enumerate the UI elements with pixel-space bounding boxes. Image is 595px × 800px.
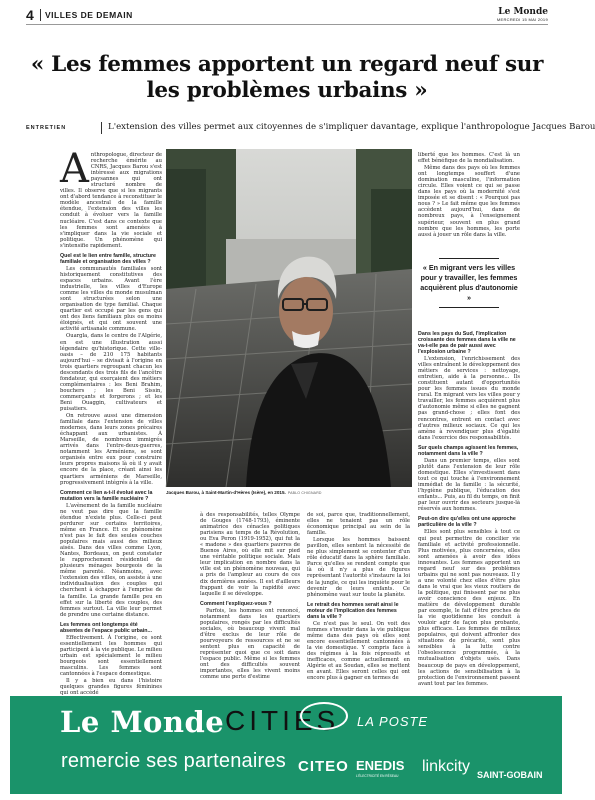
drop-cap: A <box>60 146 89 192</box>
question-heading: Sur quels champs agissent les femmes, notamment dans la ville ? <box>418 444 519 457</box>
question-heading: Peut-on dire qu'elles ont une approche particulière de la ville ? <box>418 516 516 529</box>
body-paragraph: à des responsabilités, telles Olympe de Gouges (1748-1793), éminente animatrice des cénacles politiques parisiens au temps de la Révolution, ou Eva Peron (1919-1952), qui fut la « madone » des quartiers pauvres de Buenos Aires, où elle mit sur pied une véritable politique sociale. Mais leur implication en nombre dans la ville est un phénomène nouveau, qui a pris de l'ampleur au cours de ces dix dernières années. Il est d'ailleurs frappant de voir la rapidité avec laquelle il se développe. <box>200 512 300 597</box>
partner-enedis-tagline: L'ÉLECTRICITÉ EN RÉSEAU <box>356 774 399 778</box>
portrait-photo-drawing <box>166 149 412 487</box>
dek-text: L'extension des villes permet aux citoyennes de s'impliquer davantage, explique l'anthropologue Jacques Barou <box>108 122 595 132</box>
body-paragraph: Parfois, les hommes ont renoncé, notamment dans les quartiers populaires, rongés par les difficultés sociales, où beaucoup vivent mal d'être exclus de leur rôle de pourvoyeurs de ressources et ne se sentent plus en capacité de représenter quoi que ce soit dans l'espace public. Même si les femmes ont des difficultés souvent importantes, elles les vivent moins comme une perte d'estime <box>200 607 300 681</box>
page-header <box>26 7 548 23</box>
body-paragraph: Lorsque les hommes baissent pavillon, elles sentent la nécessité de ne plus simplement se contenter d'un rôle éducatif dans la sphère familiale. Parce qu'elles se rendent compte que là où il n'y a plus de figures représentant l'autorité s'instaure la loi de la jungle, ce qui les inquiète pour le devenir de leurs enfants. Ce phénomène vaut sur toute la planète. <box>307 537 410 598</box>
partner-saint-gobain: SAINT-GOBAIN <box>477 770 543 780</box>
body-paragraph: Ouargla, dans le centre de l'Algérie, en est une illustration aussi légendaire qu'historique. Cette ville-oasis – de 210 175 habitants aujourd'hui – se divisait à l'origine en trois quartiers regroupant chacun les descendants des trois fils de l'ancêtre fondateur, qui exerçaient des métiers complémentaires : les Beni Brahim, bouchers ; les Beni Sissin, commerçants et forgerons ; et les Beni Ouaggin, cultivateurs et puisatiers. <box>60 333 162 413</box>
masthead-logo: Le Monde <box>498 7 548 17</box>
caption-text: Jacques Barou, à Saint-Martin-d'Hères (Isère), en 2015. <box>166 490 286 495</box>
body-paragraph: Même dans des pays où les femmes ont longtemps souffert d'une domination masculine, l'information circule. Elles voient ce qui se passe dans les pays où la modernité s'est imposée et se disent : « Pourquoi pas nous ? » Le fait même que les femmes accèdent aujourd'hui, dans de nombreux pays, à l'enseignement supérieur, souvent en plus grand nombre que les hommes, les porte aussi à jouer un rôle dans la ville. <box>418 165 520 238</box>
body-paragraph: Elles sont plus sensibles à tout ce qui peut permettre de concilier vie familiale et activité professionnelle. Plus motivées, plus concernées, elles sont amenées à avoir des idées innovantes. Les femmes apportent un regard neuf sur des problèmes urbains qui ne sont pas nouveaux. Il y a une volonté chez elles d'être plus dans le vrai que les vieux routiers de la politique, qui finissent par ne plus avoir conscience des enjeux. En matière de développement durable par exemple, le fait d'être proches de la vie quotidienne les conduit à vouloir agir de façon plus probante, plus efficace. Les femmes de milieux populaires, qui doivent affronter des situations de précarité, sont plus sensibles à la lutte contre l'obsolescence programmée, à la mutualisation d'objets usés. Dans beaucoup de pays en développement, les actions de sensibilisation à la protection de l'environnement passent avant tout par les femmes. <box>418 529 520 687</box>
photo-credit: PABLO CHIGNARD <box>287 491 322 495</box>
ad-event-logo: CITIES <box>225 705 340 736</box>
body-paragraph: de soi, parce que, traditionnellement, elles ne tenaient pas un rôle économique principal au sein de la famille. <box>307 512 410 537</box>
dek <box>26 122 595 136</box>
body-paragraph: On retrouve aussi une dimension familiale dans l'extension de villes modernes, dans leurs zones précaires échappant aux urbanistes. À Marseille, de nombreux immigrés arrivés dans l'entre-deux-guerres, notamment les Arméniens, se sont organisés entre eux pour construire leurs propres maisons là où il y avait encore de la place, créant ainsi les quartiers arméniens de Marseille, progressivement intégrés à la ville. <box>60 413 162 486</box>
headline: « Les femmes apportent un regard neuf sur les problèmes urbains » <box>30 52 544 103</box>
intro-paragraph: nthropologue, directeur de recherche émérite au CNRS, Jacques Barou s'est intéressé aux migrations paysannes qui ont structuré nombre de villes. Il observe que si les migrants ont d'abord tendance à reconstituer le modèle ancestral de la famille étendue, l'extension des villes les conduit à évoluer vers la famille nucléaire. C'est dans ce contexte que les femmes sont amenées à s'impliquer dans la vie sociale et politique. Un phénomène qui s'intensifie rapidement. <box>60 152 162 249</box>
body-paragraph: L'extension, l'enrichissement des villes entraînent le développement des métiers de services : nettoyage, entretien, aide à la personne... Ils constituent autant d'opportunités pour les femmes issues du monde rural. En migrant vers les villes pour y travailler, les femmes acquièrent plus d'autonomie même si elles ne gagnent pas grand-chose ; elles font des rencontres, entrent en contact avec d'autres milieux sociaux. Ce qui les amène à revendiquer plus d'égalité dans l'exercice des responsabilités. <box>418 356 520 441</box>
article-column-4 <box>418 152 520 782</box>
pullquote-rule-bottom <box>439 307 499 308</box>
laposte-bird-icon <box>300 702 348 730</box>
ad-brand-logo: Le Monde <box>60 705 225 739</box>
partner-linkcity: linkcity <box>422 758 471 775</box>
section-title: VILLES DE DEMAIN <box>45 10 133 20</box>
portrait-photo <box>166 149 412 487</box>
question-heading: Les femmes ont longtemps été absentes de l'espace public urbain... <box>60 621 152 634</box>
photo-caption <box>166 490 412 496</box>
body-paragraph: Dans un premier temps, elles sont plutôt dans l'extension de leur rôle domestique. Elles s'investissent dans tout ce qui touche à l'environnement immédiat de la famille : la sécurité, l'hygiène publique, l'éducation des enfants... Puis, au fil du temps, on finit par leur ouvrir des secteurs jusque-là réservés aux hommes. <box>418 457 520 513</box>
question-heading: Comment ce lien a-t-il évolué avec la mutation vers la famille nucléaire ? <box>60 489 153 502</box>
question-heading: Quel est le lien entre famille, structure familiale et organisation des villes ? <box>60 252 156 265</box>
question-heading: Le retrait des hommes serait ainsi le moteur de l'implication des femmes dans la ville ? <box>307 601 399 620</box>
pullquote-rule-top <box>439 258 499 259</box>
body-paragraph: L'avènement de la famille nucléaire ne veut pas dire que la famille étendue n'existe plus. Celle-ci peut perdurer sur certains territoires, même en France. Et ce phénomène n'est pas le fait des seules couches populaires mais aussi des milieux aisés. Dans des villes comme Lyon, Nantes, Bordeaux, on peut constater le rapprochement résidentiel de plusieurs ménages bourgeois de la même parenté. Néanmoins, avec l'extension des villes, on assiste à une individualisation des couples qui cherchent à échapper à l'emprise de la famille. La grande famille peu en effet sur la liberté des couples, des femmes surtout. La ville leur permet de prendre une certaine distance. <box>60 502 162 618</box>
body-paragraph: Ce n'est pas le seul. On voit des femmes s'investir dans la vie publique même dans des pays où elles sont encore essentiellement cantonnées à la vie domestique. Y compris face à des régimes à la fois répressifs et inefficaces, comme actuellement en Algérie et au Soudan, elles se mettent en avant. Elles seront celles qui ont encore plus à gagner en termes de <box>307 620 410 682</box>
partner-enedis: ENEDIS <box>356 758 405 773</box>
partner-laposte: LA POSTE <box>357 714 429 729</box>
page-number: 4 <box>26 7 34 23</box>
body-paragraph: Effectivement. À l'origine, ce sont essentiellement les hommes qui participent à la vie publique. Le milieu urbain est spécialement le milieu bourgeois sont essentiellement masculins. Les femmes sont cantonnées à l'espace domestique. <box>60 634 162 678</box>
ad-thanks-text: remercie ses partenaires <box>61 750 286 772</box>
dek-kicker: ENTRETIEN <box>26 125 67 131</box>
question-heading: Comment l'expliquez-vous ? <box>200 600 272 607</box>
header-rule <box>26 24 548 25</box>
pullquote-text: « En migrant vers les villes pour y travailler, les femmes acquièrent plus d'autonomie » <box>420 263 518 302</box>
partner-citeo: CITEO <box>298 758 349 775</box>
partner-advertisement[interactable] <box>10 696 562 794</box>
issue-date: MERCREDI 15 MAI 2019 <box>496 17 548 22</box>
pull-quote <box>418 254 520 312</box>
body-paragraph: liberté que les hommes. C'est là un effet bénéfique de la mondialisation. <box>418 152 520 165</box>
dek-divider <box>101 122 102 134</box>
body-paragraph: Il y a bien eu dans l'histoire quelques grandes figures féminines qui ont accédé <box>60 678 162 697</box>
article-column-1 <box>60 146 162 697</box>
header-divider <box>40 9 41 21</box>
question-heading: Dans les pays du Sud, l'implication croissante des femmes dans la ville ne va-t-elle pas de pair aussi avec l'explosion urbaine ? <box>418 330 516 355</box>
body-paragraph: Les communautés familiales sont historiquement constitutives des espaces urbains. Avant l'ère industrielle, les villes d'Europe comme les villes du monde musulman sont structurées selon une organisation de type familial. Chaque quartier est occupé par les gens qui ont des liens familiaux plus ou moins éloignés, et qui ont souvent une activité artisanale commune. <box>60 265 162 333</box>
